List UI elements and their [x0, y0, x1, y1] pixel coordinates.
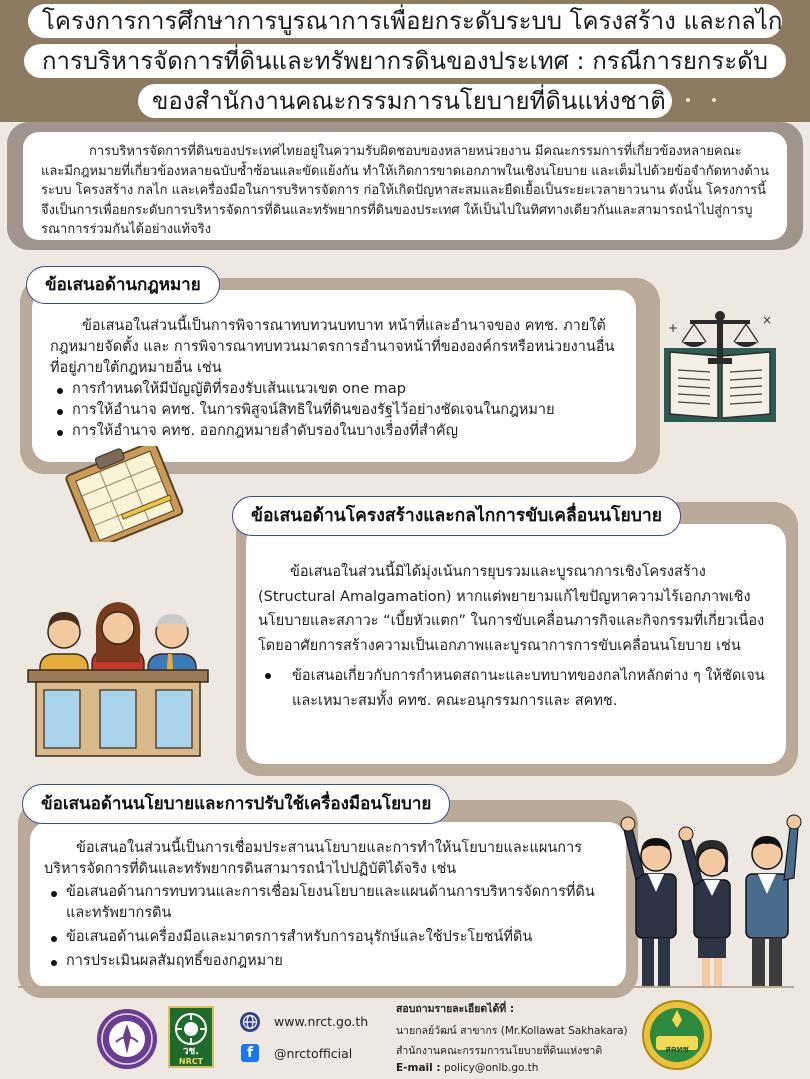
committee-illustration-icon	[26, 596, 210, 762]
decor-dot	[712, 98, 716, 102]
list-item: การประเมินผลสัมฤทธิ์ของกฎหมาย	[44, 951, 610, 972]
structure-bullet-list	[258, 664, 774, 713]
legal-heading: ข้อเสนอด้านกฎหมาย	[26, 266, 220, 304]
contact-heading: สอบถามรายละเอียดได้ที่ :	[396, 1003, 515, 1015]
list-item: ข้อเสนอด้านเครื่องมือและมาตรการสำหรับการอนุรักษ์และใช้ประโยชน์ที่ดิน	[44, 927, 610, 948]
onlb-logo	[642, 998, 712, 1072]
footer	[0, 990, 810, 1079]
protest-people-illustration-icon	[618, 810, 808, 988]
list-item: การให้อำนาจ คทช. ในการพิสูจน์สิทธิในที่ดินของรัฐไว้อย่างชัดเจนในกฎหมาย	[50, 400, 620, 421]
facebook-link[interactable]: @nrctofficial	[274, 1046, 353, 1061]
contact-email[interactable]: policy@onlb.go.th	[443, 1062, 539, 1074]
facebook-icon: f	[241, 1044, 259, 1062]
onlb-logo-text: สคทช	[665, 1045, 689, 1055]
svg-text:×: ×	[762, 313, 773, 327]
list-item: ข้อเสนอเกี่ยวกับการกำหนดสถานะและบทบาทของกลไกหลักต่าง ๆ ให้ชัดเจนและเหมาะสมทั้ง คทช. คณะอนุกรรมการและ สคทช.	[258, 664, 774, 713]
legal-bullet-list	[50, 379, 620, 442]
title-line-2: การบริหารจัดการที่ดินและทรัพยากรดินของประเทศ : กรณีการยกระดับ	[24, 44, 786, 78]
list-item: การให้อำนาจ คทช. ออกกฎหมายลำดับรองในบางเรื่องที่สำคัญ	[50, 421, 620, 442]
title-line-3: ของสำนักงานคณะกรรมการนโยบายที่ดินแห่งชาติ	[138, 84, 672, 118]
svg-text:+: +	[668, 321, 679, 335]
nrct-logo-text: วช.	[182, 1046, 200, 1057]
intro-frame	[7, 122, 803, 250]
nrct-logo-sub: NRCT	[178, 1057, 204, 1066]
website-link[interactable]: www.nrct.go.th	[274, 1014, 369, 1029]
footer-divider	[18, 986, 794, 988]
list-item: ข้อเสนอด้านการทบทวนและการเชื่อมโยงนโยบายและแผนด้านการบริหารจัดการที่ดินและทรัพยากรดิน	[44, 882, 610, 924]
structure-section-body	[246, 524, 786, 764]
policy-paragraph: ข้อเสนอในส่วนนี้เป็นการเชื่อมประสานนโยบายและการทำให้นโยบายและแผนการบริหารจัดการที่ดินและทรัพยากรดินสามารถนำไปปฏิบัติได้จริง เช่น	[44, 840, 583, 877]
legal-paragraph: ข้อเสนอในส่วนนี้เป็นการพิจารณาทบทวนบทบาท หน้าที่และอำนาจของ คทช. ภายใต้กฎหมายจัดตั้ง และ การพิจารณาทบทวนมาตรการอำนาจหน้าที่ขององค์กรหรือหน่วยงานอื่นที่อยู่ภายใต้กฎหมายอื่น เช่น	[50, 318, 615, 376]
contact-name: นายกลย์วัฒน์ สาขากร (Mr.Kollawat Sakhakara)	[396, 1025, 628, 1037]
contact-email-label: E-mail :	[396, 1062, 441, 1074]
legal-section-body	[32, 290, 636, 462]
policy-section-body	[30, 822, 626, 988]
policy-bullet-list	[44, 882, 610, 972]
policy-heading: ข้อเสนอด้านนโยบายและการปรับใช้เครื่องมือนโยบาย	[22, 784, 450, 824]
globe-icon	[240, 1012, 260, 1032]
contact-email-row	[396, 1062, 538, 1074]
legal-section-frame	[20, 278, 660, 474]
clipboard-icon	[54, 446, 194, 542]
nrct-logo	[168, 1006, 214, 1068]
structure-heading: ข้อเสนอด้านโครงสร้างและกลไกการขับเคลื่อนนโยบาย	[232, 496, 681, 536]
structure-section-frame	[236, 502, 798, 776]
intro-text: การบริหารจัดการที่ดินของประเทศไทยอยู่ในความรับผิดชอบของหลายหน่วยงาน มีคณะกรรมการที่เกี่ยวข้องหลายคณะ และมีกฎหมายที่เกี่ยวข้องหลายฉบับซ้ำซ้อนและขัดแย้งกัน ทำให้เกิดการขาดเอกภาพในเชิงนโยบาย และเต็มไปด้วยข้อจำกัดทางด้านระบบ โครงสร้าง กลไก และเครื่องมือในการบริหารจัดการ ก่อให้เกิดปัญหาสะสมและยืดเยื้อเป็นระยะเวลายาวนาน ดังนั้น โครงการนี้จึงเป็นการเพื่อยกระดับการบริหารจัดการที่ดินและทรัพยากรที่ดินของประเทศ ให้เป็นไปในทิศทางเดียวกันและสามารถนำไปสู่การบูรณาการร่วมกันได้อย่างแท้จริง	[23, 132, 787, 240]
ministry-seal-logo	[96, 1008, 158, 1070]
contact-org: สำนักงานคณะกรรมการนโยบายที่ดินแห่งชาติ	[396, 1045, 603, 1057]
policy-section-frame	[18, 800, 638, 998]
list-item: การกำหนดให้มีบัญญัติที่รองรับเส้นแนวเขต one map	[50, 379, 620, 400]
decor-dot	[686, 98, 690, 102]
structure-paragraph: ข้อเสนอในส่วนนี้มิได้มุ่งเน้นการยุบรวมและบูรณาการเชิงโครงสร้าง (Structural Amalgamation) หากแต่พยายามแก้ไขปัญหาความไร้เอกภาพเชิงนโยบายและสภาวะ “เบี้ยหัวแตก” ในการขับเคลื่อนภารกิจและกิจกรรมที่เกี่ยวเนื่อง โดยอาศัยการสร้างความเป็นเอกภาพและบูรณาการการขับเคลื่อนนโยบาย เช่น	[258, 564, 765, 654]
law-book-icon	[660, 308, 780, 424]
title-line-1: โครงการการศึกษาการบูรณาการเพื่อยกระดับระบบ โครงสร้าง และกลไก	[28, 4, 782, 38]
